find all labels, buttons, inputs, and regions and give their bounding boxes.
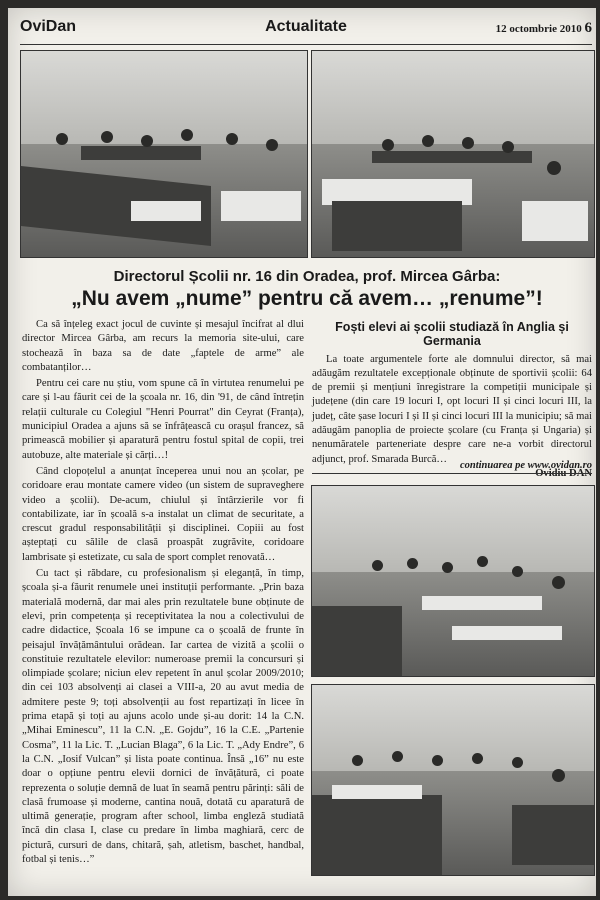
- classroom-photo-2: [311, 50, 595, 258]
- headline-kicker: Directorul Școlii nr. 16 din Oradea, prof. Mircea Gârba:: [113, 268, 501, 285]
- classroom-photo-1: [20, 50, 308, 258]
- classroom-photo-4: [311, 684, 595, 876]
- classroom-photo-3: [311, 485, 595, 677]
- section-title: Actualitate: [265, 18, 347, 35]
- sidebar-title: Foști elevi ai școlii studiază în Anglia și Germania: [335, 320, 569, 349]
- page-number: 6: [584, 20, 592, 36]
- article-paragraph: Pentru cei care nu știu, vom spune că în virtutea renumelui pe care și l-au făurit cei de la școala nr. 16, din '91, de când întrețin relații culturale cu Colegiul "Henri Pourrat" din Ceyrat (Franța), municipiul Oradea a ajuns să se înfrățească cu orașul francez, să primească mobilier și aparatură pentru fostul spital de copii, trei autobuze, alte materiale și cărți…!: [22, 378, 304, 461]
- masthead: [20, 18, 592, 45]
- headline-main: „Nu avem „nume” pentru că avem… „renume”!: [71, 287, 543, 310]
- article-paragraph: Cu tact și răbdare, cu profesionalism și eleganță, în timp, școala și-a făurit renumele unei instituții performante. „Prin baza materială modernă, dar mai ales prin rezultatele bune obținute de elevi, prin competența și receptivitatea la nou a colectivului de cadre didactice, Școala 16 se impune ca o școală de frunte în peisajul învățământului orădean. Iar cartea de vizită a școlii o constituie rezultatele elevilor: numeroase premii la concursuri și olimpiade școlare; niciun elev repetent în anul școlar 2009/2010; din cei 103 absolvenți ai clasei a VIII-a, 20 au avut media de admitere peste 9; toți absolvenții au fost repartizați în licee în prima etapă și toți au ajuns acolo unde și-au dorit: 14 la C.N. „Mihai Eminescu”, 11 la C.N. „E. Gojdu”, 16 la C.E. „Partenie Cosma”, 11 la Lic. T. „Lucian Blaga”, 6 la Lic. T. „Ady Endre”, 6 la C.N. „Iosif Vulcan” și lista poate continua. Însă „16” nu este doar o opțiune pentru elevii dornici de învățătură, ci poate reprezenta o soluție demnă de luat în seamă pentru părinți: săli de clasă frumoase și moderne, cantina nouă, dotată cu aparatură de ultimă generație, program after school, limba engleză studiată încă din clasa I, clase cu predare în limba maghiară, cerc de pictură, cursuri de dans, chitară, șah, atletism, baschet, handbal, fotbal și tenis…”: [22, 568, 304, 865]
- article-body: [22, 318, 304, 869]
- author-byline: Ovidiu DAN: [535, 467, 592, 479]
- issue-date: [496, 20, 592, 37]
- article-paragraph: Ca să înțeleg exact jocul de cuvinte și mesajul încifrat al dlui director Mircea Gârba, am recurs la memoria site-ului, care stochează în baza sa de date „faptele de arme” ale combatanților…: [22, 319, 304, 373]
- continuation-link[interactable]: continuarea pe www.ovidan.ro: [312, 460, 592, 474]
- issue-date-text: 12 octombrie 2010: [495, 23, 582, 35]
- newspaper-page: [8, 8, 596, 896]
- article-paragraph: Când clopoțelul a anunțat începerea unui nou an școlar, pe coridoare erau montate camere video (un sistem de supraveghere video a școlii). De-acum, chiulul și întârzierile vor fi contabilizate, iar în școală s-a instalat un climat de securitate, a crescut gradul responsabilității și disciplinei. Copiii au fost așteptați cu sălile de clasă proaspăt zugrăvite, coridoare lambrisate și estetizate, cu sala de sport complet renovată…: [22, 465, 304, 563]
- publication-name: OviDan: [20, 18, 77, 35]
- sidebar-paragraph: La toate argumentele forte ale domnului director, să mai adăugăm rezultatele excepționale obținute de sportivii școlii: 64 de premii și mențiuni înregistrare la competiții municipale și județene (din care 19 locuri I, opt locuri II și cinci locuri III, la județ, câte șase locuri I și II și cinci locuri III la municipiu; să mai adăugăm panoplia de proiecte școlare (cu Franța și Ungaria) și nenumăratele parteneriate despre care ne-a vorbit directorul adjunct, prof. Smarada Burcă…: [312, 353, 592, 465]
- sidebar-article: [312, 320, 592, 481]
